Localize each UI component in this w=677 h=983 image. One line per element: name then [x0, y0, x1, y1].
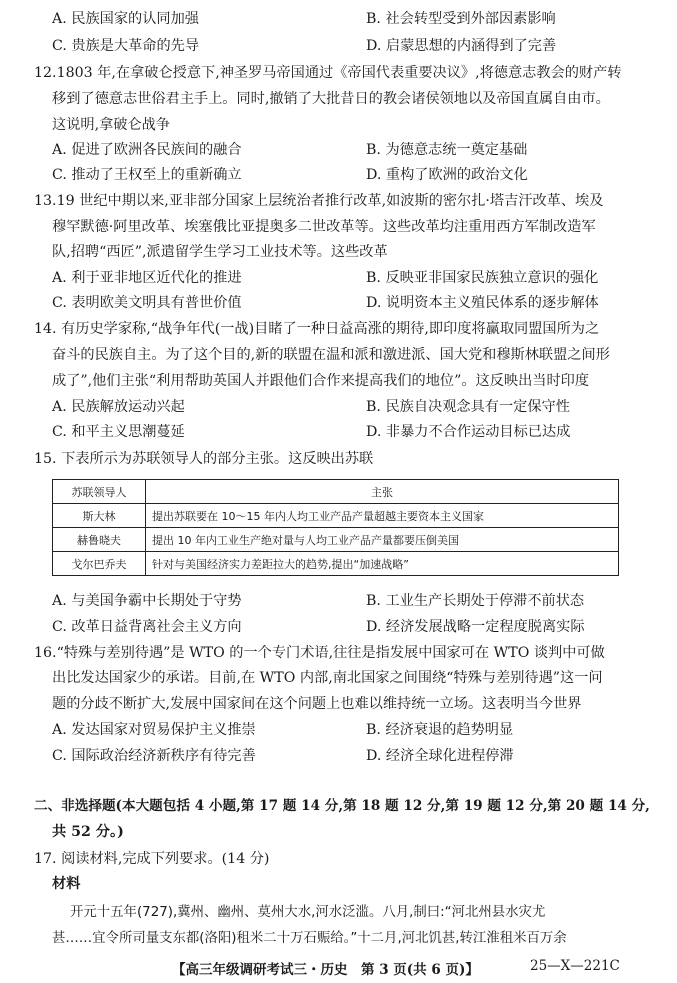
leaders-table	[52, 479, 619, 576]
q14-stem-line: 成了”,他们主张“利用帮助英国人并跟他们合作来提高我们的地位”。这反映出当时印度	[52, 373, 590, 389]
exam-code: 25—X—221C	[530, 958, 620, 974]
q15-option-a: A. 与美国争霸中长期处于守势	[52, 593, 242, 609]
table-row	[53, 504, 619, 528]
material-line: 开元十五年(727),冀州、幽州、莫州大水,河水泛滥。八月,制曰:“河北州县水灾尤	[70, 905, 546, 920]
q14-stem-line: 14. 有历史学家称,“战争年代(一战)目睹了一种日益高涨的期待,即印度将赢取同盟国所为之	[34, 321, 600, 337]
q15-option-b: B. 工业生产长期处于停滞不前状态	[366, 593, 585, 609]
table-header-row	[53, 480, 619, 504]
page-footer: 【高三年级调研考试三・历史 第 3 页(共 6 页)】	[172, 962, 479, 978]
section2-heading-cont: 共 52 分。)	[52, 824, 124, 840]
material-label: 材料	[52, 876, 81, 892]
q13-stem-line: 穆罕默德·阿里改革、埃塞俄比亚提奥多二世改革等。这些改革均注重用西方军制改造军	[52, 219, 596, 235]
q13-option-b: B. 反映亚非国家民族独立意识的强化	[366, 270, 599, 286]
q13-option-a: A. 利于亚非地区近代化的推进	[52, 270, 242, 286]
q14-option-b: B. 民族自决观念具有一定保守性	[366, 399, 570, 415]
q11-option-b: B. 社会转型受到外部因素影响	[366, 11, 556, 27]
table-cell-claim: 针对与美国经济实力差距拉大的趋势,提出“加速战略”	[146, 552, 619, 576]
table-row	[53, 552, 619, 576]
q12-stem-line: 这说明,拿破仑战争	[52, 117, 171, 133]
section2-heading: 二、非选择题(本大题包括 4 小题,第 17 题 14 分,第 18 题 12 分,第 19 题 12 分,第 20 题 14 分,	[34, 798, 650, 814]
q15-stem: 15. 下表所示为苏联领导人的部分主张。这反映出苏联	[34, 451, 374, 467]
q16-option-d: D. 经济全球化进程停滞	[366, 748, 514, 764]
q16-option-a: A. 发达国家对贸易保护主义推崇	[52, 722, 256, 738]
q14-option-c: C. 和平主义思潮蔓延	[52, 424, 185, 440]
q12-option-a: A. 促进了欧洲各民族间的融合	[52, 142, 242, 158]
q14-stem-line: 奋斗的民族自主。为了这个目的,新的联盟在温和派和激进派、国大党和穆斯林联盟之间形	[52, 347, 610, 363]
table-header-claim: 主张	[146, 480, 619, 504]
q16-stem-line: 题的分歧不断扩大,发展中国家间在这个问题上也难以维持统一立场。这表明当今世界	[52, 696, 582, 712]
q16-option-c: C. 国际政治经济新秩序有待完善	[52, 748, 256, 764]
q15-option-d: D. 经济发展战略一定程度脱离实际	[366, 619, 585, 635]
q16-option-b: B. 经济衰退的趋势明显	[366, 722, 514, 738]
table-cell-leader: 赫鲁晓夫	[53, 528, 146, 552]
table-cell-leader: 戈尔巴乔夫	[53, 552, 146, 576]
q11-option-c: C. 贵族是大革命的先导	[52, 38, 200, 54]
q12-stem-line: 移到了德意志世俗君主手上。同时,撤销了大批昔日的教会诸侯领地以及帝国直属自由市。	[52, 91, 610, 107]
table-cell-claim: 提出苏联要在 10～15 年内人均工业产品产量超越主要资本主义国家	[146, 504, 619, 528]
q14-option-a: A. 民族解放运动兴起	[52, 399, 185, 415]
q12-option-c: C. 推动了王权至上的重新确立	[52, 167, 242, 183]
q16-stem-line: 16.“特殊与差别待遇”是 WTO 的一个专门术语,往往是指发展中国家可在 WTO 谈判中可做	[34, 645, 605, 661]
material-line: 甚……宜令所司量支东都(洛阳)租米二十万石赈给。”十二月,河北饥甚,转江淮租米百万余	[52, 931, 567, 946]
q17-stem: 17. 阅读材料,完成下列要求。(14 分)	[34, 851, 270, 867]
q13-stem-line: 队,招聘“西匠”,派遣留学生学习工业技术等。这些改革	[52, 244, 388, 260]
q12-stem-line: 12.1803 年,在拿破仑授意下,神圣罗马帝国通过《帝国代表重要决议》,将德意志教会的财产转	[34, 65, 622, 81]
q12-option-b: B. 为德意志统一奠定基础	[366, 142, 528, 158]
q14-option-d: D. 非暴力不合作运动目标已达成	[366, 424, 571, 440]
q13-option-c: C. 表明欧美文明具有普世价值	[52, 295, 242, 311]
q13-option-d: D. 说明资本主义殖民体系的逐步解体	[366, 295, 599, 311]
q15-option-c: C. 改革日益背离社会主义方向	[52, 619, 242, 635]
q11-option-d: D. 启蒙思想的内涵得到了完善	[366, 38, 557, 54]
q12-option-d: D. 重构了欧洲的政治文化	[366, 167, 528, 183]
q16-stem-line: 出比发达国家少的承诺。目前,在 WTO 内部,南北国家之间围绕“特殊与差别待遇”这一问	[52, 670, 603, 686]
table-header-leader: 苏联领导人	[53, 480, 146, 504]
table-cell-claim: 提出 10 年内工业生产绝对量与人均工业产品产量都要压倒美国	[146, 528, 619, 552]
q11-option-a: A. 民族国家的认同加强	[52, 11, 199, 27]
table-cell-leader: 斯大林	[53, 504, 146, 528]
table-row	[53, 528, 619, 552]
q13-stem-line: 13.19 世纪中期以来,亚非部分国家上层统治者推行改革,如波斯的密尔扎·塔吉汗改革、埃及	[34, 193, 604, 209]
